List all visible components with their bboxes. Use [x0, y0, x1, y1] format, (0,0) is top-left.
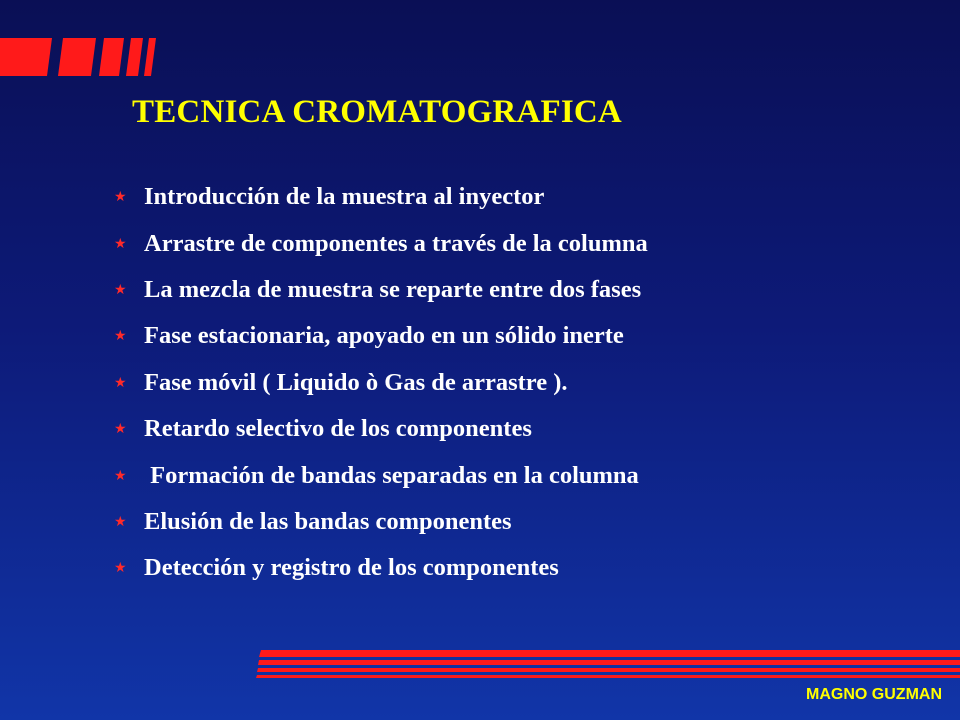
- bullet-text: Formación de bandas separadas en la columna: [144, 461, 639, 489]
- star-icon: ★: [114, 374, 127, 391]
- star-icon: ★: [114, 513, 127, 530]
- bullet-text: Retardo selectivo de los componentes: [144, 415, 532, 443]
- bullet-item: [114, 174, 648, 220]
- bullet-text: La mezcla de muestra se reparte entre dos fases: [144, 275, 642, 303]
- bullet-item: [114, 499, 648, 545]
- slide-title: TECNICA CROMATOGRAFICA: [132, 94, 622, 130]
- bullet-text: Detección y registro de los componentes: [144, 554, 559, 582]
- bullet-text: Elusión de las bandas componentes: [144, 507, 512, 535]
- star-icon: ★: [114, 560, 127, 577]
- star-icon: ★: [114, 235, 127, 252]
- star-icon: ★: [114, 328, 127, 345]
- bullet-item: [114, 220, 648, 266]
- bullet-item: [114, 267, 648, 313]
- top-stripes-decoration: [0, 38, 170, 76]
- bullet-text: Fase estacionaria, apoyado en un sólido inerte: [144, 322, 624, 350]
- bullet-item: [114, 452, 648, 498]
- bullet-text: Introducción de la muestra al inyector: [144, 183, 545, 211]
- bullet-text: Fase móvil ( Liquido ò Gas de arrastre ).: [144, 368, 568, 396]
- star-icon: ★: [114, 421, 127, 438]
- bullet-item: [114, 545, 648, 591]
- star-icon: ★: [114, 281, 127, 298]
- bullet-item: [114, 360, 648, 406]
- star-icon: ★: [114, 189, 127, 206]
- bullet-text: Arrastre de componentes a través de la columna: [144, 229, 648, 257]
- author-label: MAGNO GUZMAN: [806, 686, 942, 703]
- star-icon: ★: [114, 467, 127, 484]
- bullet-item: [114, 406, 648, 452]
- bullet-item: [114, 313, 648, 359]
- bullet-list: [114, 174, 648, 592]
